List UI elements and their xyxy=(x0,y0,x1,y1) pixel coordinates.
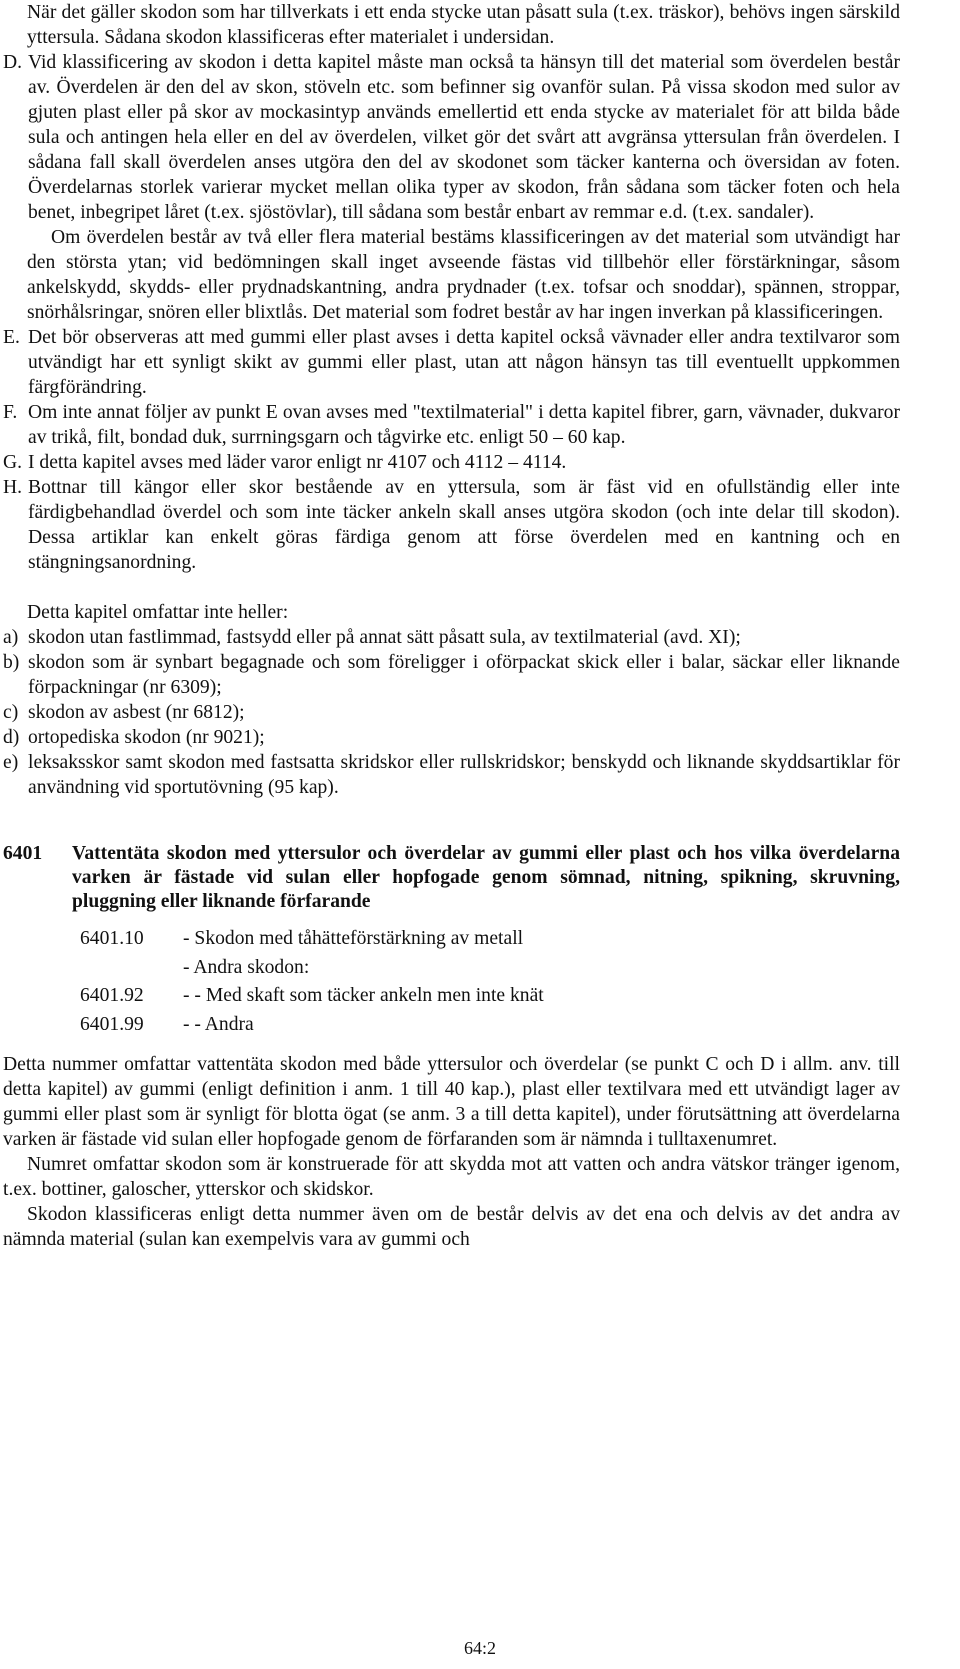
section-h-label: H. xyxy=(3,477,23,498)
heading-6401 xyxy=(3,842,900,914)
exclusion-text: leksaksskor samt skodon med fastsatta skridskor eller rullskridskor; benskydd och liknande skyddsartiklar för användning vid sportutövning (95 kap). xyxy=(28,752,900,798)
section-e-label: E. xyxy=(3,327,20,348)
body-paragraph: Detta nummer omfattar vattentäta skodon med både yttersulor och överdelar (se punkt C och D i allm. anv. till detta kapitel) av gummi (enligt definition i anm. 1 till 40 kap.), plast eller textilvara med ett utvändigt lager av gummi eller plast som är synligt för blotta ögat (se anm. 3 a till detta kapitel), under förutsättning att överdelarna varken är fästade vid sulan eller hopfogade genom de förfaranden som är nämnda i tulltaxenumret. xyxy=(3,1054,900,1151)
exclusion-text: skodon av asbest (nr 6812); xyxy=(28,702,245,723)
subheading-code xyxy=(80,955,183,984)
section-d-text: Vid klassificering av skodon i detta kapitel måste man också ta hänsyn till det material som överdelen består av. Överdelen är den del av skon, stöveln etc. som befinner sig ovanför sulan. På vissa skodon med sulor av gjuten plast eller på skor av mockasintyp används emellertid ett enda stycke av materialet för att bilda både sula och antingen hela eller en del av överdelen, vilket gör det svårt att avgränsa yttersulan från överdelen. I sådana fall skall överdelen anses utgöra den del av skodonet som täcker kanterna och översidan av foten. Överdelarnas storlek varierar mycket mellan olika typer av skodon, från sådana som täcker foten och hela benet, inbegripet låret (t.ex. sjöstövlar), till sådana som består enbart av remmar e.d. (t.ex. sandaler). xyxy=(28,52,900,223)
exclusions-lead: Detta kapitel omfattar inte heller: xyxy=(27,602,289,623)
section-h-text: Bottnar till kängor eller skor bestående av en yttersula, som är fäst vid en ofullständig eller inte färdigbehandlad överdel och som inte täcker ankeln skall anses utgöra skodon (och inte delar till skodon). Dessa artiklar kan enkelt göras färdiga genom att förse överdelen med en kantning och en stängningsanordning. xyxy=(28,477,900,573)
section-g-label: G. xyxy=(3,452,23,473)
exclusion-item xyxy=(3,650,900,700)
section-d-label: D. xyxy=(3,52,23,73)
subheading-desc: - Andra skodon: xyxy=(183,956,310,978)
page-number: 64:2 xyxy=(463,1638,496,1658)
section-f-text: Om inte annat följer av punkt E ovan avses med "textilmaterial" i detta kapitel fibrer, garn, vävnader, dukvaror av trikå, filt, bondad duk, surrningsgarn och tågvirke etc. enligt 50 – 60 kap. xyxy=(28,402,900,448)
subheading-row xyxy=(80,1012,544,1041)
exclusion-item xyxy=(3,750,900,800)
body-paragraph: Numret omfattar skodon som är konstruerade för att skydda mot att vatten och andra vätskor tränger igenom, t.ex. bottiner, galoscher, ytterskor och skidskor. xyxy=(3,1154,900,1201)
heading-number: 6401 xyxy=(3,843,43,864)
section-h xyxy=(3,475,900,575)
exclusion-label: c) xyxy=(3,702,19,723)
body-paragraph: Skodon klassificeras enligt detta nummer även om de består delvis av det ena och delvis av det andra av nämnda material (sulan kan exempelvis vara av gummi och xyxy=(3,1204,900,1251)
section-e xyxy=(3,325,900,400)
exclusion-text: ortopediska skodon (nr 9021); xyxy=(28,727,265,748)
heading-text: Vattentäta skodon med yttersulor och överdelar av gummi eller plast och hos vilka överdelarna varken är fästade vid sulan eller hopfogade genom sömnad, nitning, spikning, skruvning, pluggning eller liknande förfarande xyxy=(72,843,900,912)
section-f-label: F. xyxy=(3,402,18,423)
exclusion-text: skodon som är synbart begagnade och som föreligger i oförpackat skick eller i balar, säckar eller liknande förpackningar (nr 6309); xyxy=(28,652,900,698)
subheading-row xyxy=(80,926,544,955)
section-f xyxy=(3,400,900,450)
intro-continuation: När det gäller skodon som har tillverkats i ett enda stycke utan påsatt sula (t.ex. träskor), behövs ingen särskild yttersula. Sådana skodon klassificeras efter materialet i undersidan. xyxy=(27,2,900,48)
exclusion-text: skodon utan fastlimmad, fastsydd eller på annat sätt påsatt sula, av textilmaterial (avd. XI); xyxy=(28,627,741,648)
subheading-desc: - - Med skaft som täcker ankeln men inte knät xyxy=(183,985,544,1007)
exclusion-label: e) xyxy=(3,752,19,773)
exclusion-label: a) xyxy=(3,627,19,648)
exclusion-label: d) xyxy=(3,727,20,748)
subheading-desc: - Skodon med tåhätteförstärkning av metall xyxy=(183,928,524,949)
subheading-code: 6401.10 xyxy=(80,928,144,949)
subheading-table xyxy=(80,926,544,1040)
section-g xyxy=(3,450,900,475)
subheading-row xyxy=(80,955,544,984)
section-d-text-2: Om överdelen består av två eller flera material bestäms klassificeringen av det material som utvändigt har den största ytan; vid bedömningen skall inget avseende fästas vid tillbehör eller förstärkningar, såsom ankelskydd, skydds- eller prydnadskantning, andra prydnader (t.ex. tofsar och snoddar), spännen, stroppar, snörhålsringar, snören eller blixtlås. Det material som fodret består av har ingen inverkan på klassificeringen. xyxy=(27,227,900,323)
subheading-code: 6401.99 xyxy=(80,1013,144,1035)
section-e-text: Det bör observeras att med gummi eller plast avses i detta kapitel också vävnader eller andra textilvaror som utvändigt har ett synligt skikt av gummi eller plast, utan att någon hänsyn tas till eventuellt uppkommen färgförändring. xyxy=(28,327,900,398)
exclusion-label: b) xyxy=(3,652,20,673)
document-page xyxy=(3,0,900,1252)
subheading-code: 6401.92 xyxy=(80,985,144,1007)
subheading-desc: - - Andra xyxy=(183,1013,254,1035)
exclusion-item xyxy=(3,725,900,750)
section-g-text: I detta kapitel avses med läder varor enligt nr 4107 och 4112 – 4114. xyxy=(28,452,567,473)
exclusion-item xyxy=(3,625,900,650)
section-d xyxy=(3,50,900,225)
subheading-row xyxy=(80,983,544,1012)
exclusion-item xyxy=(3,700,900,725)
